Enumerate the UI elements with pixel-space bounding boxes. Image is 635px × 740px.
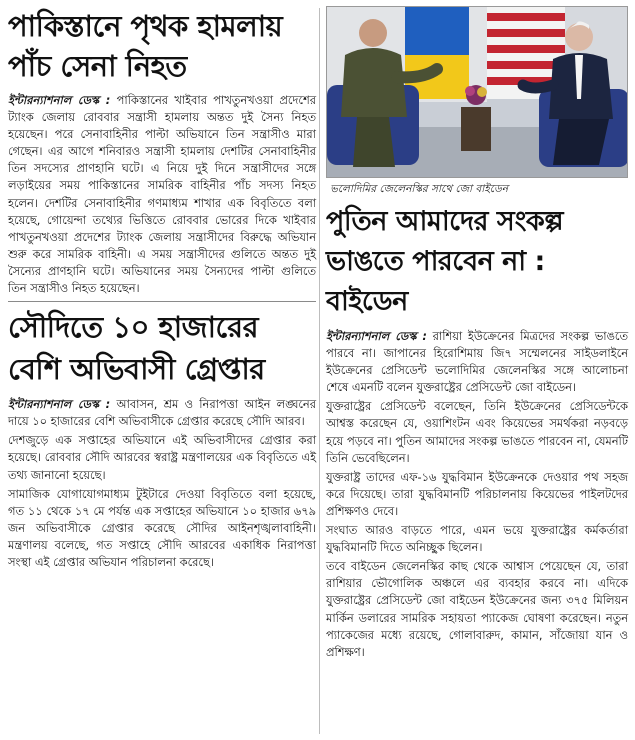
news-photo xyxy=(326,6,628,196)
article-pakistan-body xyxy=(8,92,316,297)
body-text: পাকিস্তানের খাইবার পাখতুনখওয়া প্রদেশের ট্যাংক জেলায় রোববার সন্ত্রাসী হামলায় অন্তত দুই সৈন্য নিহত হয়েছেন। পরে সেনাবাহিনীর পাল্টা অভিযানে তিন সন্ত্রাসীও মারা গেছেন। এর আগে শনিবারও সন্ত্রাসী হামলায় দেশটির সেনাবাহিনীর তিন সদস্যের প্রাণহানি ঘটে। এ নিয়ে দুই দিনে সন্ত্রাসীদের সঙ্গে লড়াইয়ের সময় পাকিস্তানের সামরিক বাহিনীর পাঁচ সদস্য নিহত হলেন। দেশটির সেনাবাহিনীর গণমাধ্যম শাখার এক বিবৃতিতে বলা হয়েছে, গোয়েন্দা তথ্যের ভিত্তিতে রোববার ভোরের দিকে খাইবার পাখতুনখওয়া প্রদেশের ট্যাংক জেলায় সন্ত্রাসীদের বিরুদ্ধে অভিযান শুরু করে সামরিক বাহিনী। এ সময় সন্ত্রাসীদের গুলিতে অন্তত দুই সৈন্যের প্রাণহানি ঘটে। অভিযানের সময় সৈন্যদের পাল্টা গুলিতে তিন সন্ত্রাসীও নিহত হয়েছেন। xyxy=(8,93,316,296)
article-biden-paragraph: তবে বাইডেন জেলেনস্কির কাছ থেকে আশ্বাস পেয়েছেন যে, তারা রাশিয়ার ভৌগোলিক অঞ্চলে এর ব্যবহার করবে না। এদিকে যুক্তরাষ্ট্রের প্রেসিডেন্ট জো বাইডেন ইউক্রেনের জন্য ৩৭৫ মিলিয়ন মার্কিন ডলারের সামরিক সহায়তা প্যাকেজ ঘোষণা করেছেন। নতুন প্যাকেজের মধ্যে রয়েছে, গোলাবারুদ, কামান, সাঁজোয়া যান ও প্রশিক্ষণ। xyxy=(326,559,628,659)
ukraine-flag-blue xyxy=(405,7,469,55)
dateline: ইন্টারন্যাশনাল ডেস্ক : xyxy=(8,397,111,412)
section-divider xyxy=(8,301,316,302)
article-biden-headline[interactable] xyxy=(326,202,628,322)
side-table xyxy=(461,107,491,151)
headline-line: সৌদিতে ১০ হাজারের xyxy=(8,310,259,345)
headline-line: বেশি অভিবাসী গ্রেপ্তার xyxy=(8,352,265,387)
article-pakistan xyxy=(8,6,316,297)
us-flag-stripe xyxy=(487,45,565,53)
person-right-arm xyxy=(523,85,553,88)
article-pakistan-headline[interactable] xyxy=(8,6,316,86)
article-biden xyxy=(326,202,628,661)
us-flag-stripe xyxy=(487,29,565,37)
dateline: ইন্টারন্যাশনাল ডেস্ক : xyxy=(8,93,111,107)
headline-line: ভাঙতে পারবেন না : বাইডেন xyxy=(326,246,545,317)
person-left-legs xyxy=(353,117,395,167)
body-text: রাশিয়া ইউক্রেনের মিত্রদের সংকল্প ভাঙতে পারবে না। জাপানের হিরোশিমায় জি৭ সম্মেলনের সাইডলাইনে ইউক্রেনের প্রেসিডেন্ট ভলোদিমির জেলেনস্কির সঙ্গে আলোচনা শেষে এমনটি বলেন যুক্তরাষ্ট্রের প্রেসিডেন্ট জো বাইডেন। xyxy=(326,329,629,395)
article-saudi-paragraph xyxy=(8,396,316,430)
right-column xyxy=(326,6,628,661)
us-flag-stripe xyxy=(487,13,565,21)
article-biden-paragraph: যুক্তরাষ্ট্রের প্রেসিডেন্ট বলেছেন, তিনি ইউক্রেনের প্রেসিডেন্টকে আশ্বস্ত করেছেন যে, ওয়াশিংটন এবং কিয়েভের সমর্থকরা নড়বড়ে হয়ে পড়বে না। পুতিন আমাদের সংকল্প ভাঙতে পারবেন না, যেমনটি তিনি ভেবেছিলেন। xyxy=(326,399,628,465)
article-biden-paragraph xyxy=(326,328,628,396)
photo-frame[interactable] xyxy=(326,6,628,178)
headline-line: পুতিন আমাদের সংকল্প xyxy=(326,206,564,237)
column-divider xyxy=(319,8,320,734)
flower xyxy=(477,87,487,97)
article-saudi-paragraph: সামাজিক যোগাযোগমাধ্যম টুইটারে দেওয়া বিবৃতিতে বলা হয়েছে, গত ১১ থেকে ১৭ মে পর্যন্ত এক সপ্তাহের অভিযানে ১০ হাজার ৬৭৯ জন অভিবাসীকে গ্রেপ্তার করেছে সৌদির আইনশৃঙ্খলাবাহিনী। মন্ত্রণালয় বলেছে, গত সপ্তাহে সৌদি আরবের একাধিক নিরাপত্তা সংস্থা এই গ্রেপ্তার অভিযান পরিচালনা করেছে। xyxy=(8,486,316,569)
headline-line: পাঁচ সেনা নিহত xyxy=(8,49,187,83)
headline-line: পাকিস্তানে পৃথক হামলায় xyxy=(8,9,283,43)
dateline: ইন্টারন্যাশনাল ডেস্ক : xyxy=(326,329,427,343)
article-saudi-paragraph: দেশজুড়ে এক সপ্তাহের অভিযানে এই অভিবাসীদের গ্রেপ্তার করা হয়েছে। রোববার সৌদি আরবের স্বরাষ্ট্র মন্ত্রণালয়ের এক বিবৃতিতে এই তথ্য জানানো হয়েছে। xyxy=(8,433,316,482)
photo-illustration xyxy=(327,7,628,178)
article-saudi-headline[interactable] xyxy=(8,306,316,390)
article-saudi xyxy=(8,306,316,571)
left-column xyxy=(8,6,316,571)
flower xyxy=(465,86,475,96)
article-biden-paragraph: সংঘাত আরও বাড়তে পারে, এমন ভয়ে যুক্তরাষ্ট্রের কর্মকর্তারা যুদ্ধবিমানটি দিতে অনিচ্ছুক ছিলেন। xyxy=(326,523,628,555)
body-text: আবাসন, শ্রম ও নিরাপত্তা আইন লঙ্ঘনের দায়ে ১০ হাজারের বেশি অভিবাসীকে গ্রেপ্তার করেছে সৌদি আরব। xyxy=(8,397,316,429)
article-biden-paragraph: যুক্তরাষ্ট্র তাদের এফ-১৬ যুদ্ধবিমান ইউক্রেনকে দেওয়ার পথ সহজ করে দিয়েছে। তারা যুদ্ধবিমানটি পরিচালনায় কিয়েভের পাইলটদের প্রশিক্ষণও দেবে। xyxy=(326,469,628,518)
person-left-head xyxy=(359,19,387,47)
photo-caption: ভলোদিমির জেলেনস্কির সাথে জো বাইডেন xyxy=(330,183,508,195)
